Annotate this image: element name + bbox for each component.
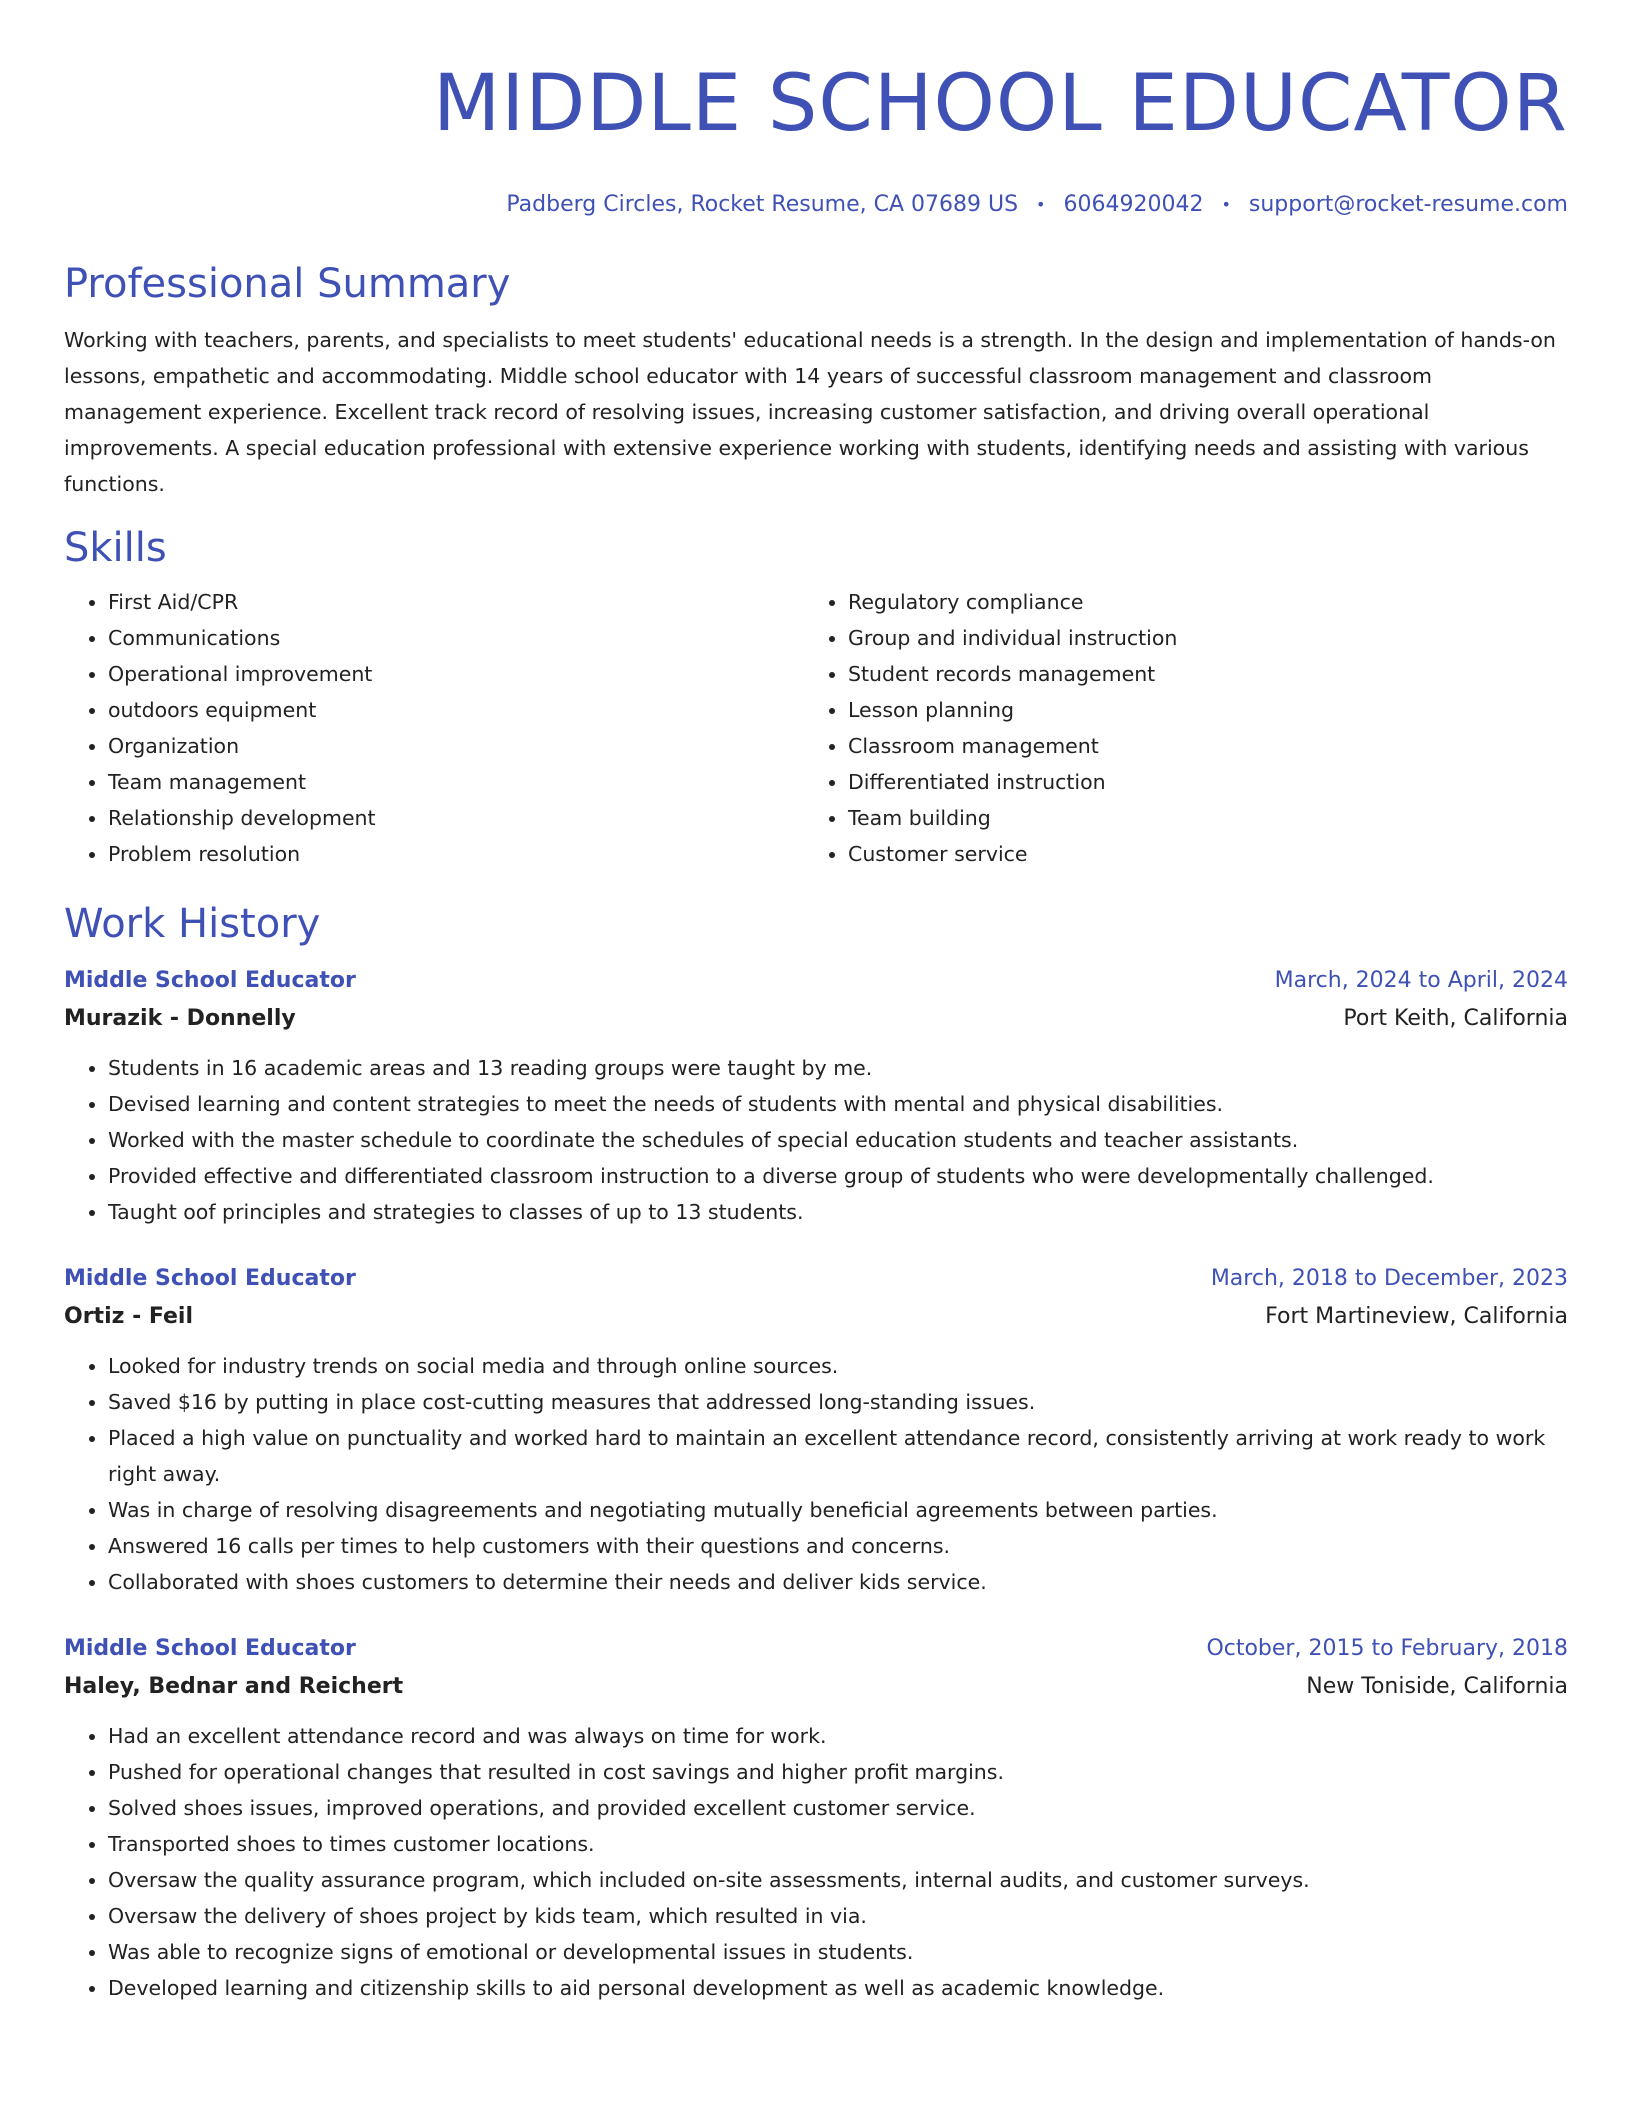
job-role: Middle School Educator (64, 1266, 356, 1291)
list-item: • Problem resolution (108, 836, 804, 872)
job-company: Murazik - Donnelly (64, 1006, 296, 1031)
list-item: • Transported shoes to times customer locations. (108, 1826, 1568, 1862)
skills-list-left (64, 584, 804, 872)
summary-text: Working with teachers, parents, and specialists to meet students' educational needs is a strength. In the design and implementation of hands-on lessons, empathetic and accommodating. Middle school educator with 14 years of successful classroom management and classroom management experience. Excellent track record of resolving issues, increasing customer satisfaction, and driving overall operational improvements. A special education professional with extensive experience working with students, identifying needs and assisting with various functions. (64, 328, 1556, 496)
skills-columns (64, 584, 1568, 872)
list-item: • Devised learning and content strategies to meet the needs of students with mental and physical disabilities. (108, 1086, 1568, 1122)
list-item: • Was able to recognize signs of emotional or developmental issues in students. (108, 1934, 1568, 1970)
list-item: • Student records management (848, 656, 1544, 692)
list-item: • Provided effective and differentiated classroom instruction to a diverse group of students who were developmentally challenged. (108, 1158, 1568, 1194)
list-item: • Taught oof principles and strategies to classes of up to 13 students. (108, 1194, 1568, 1230)
list-item: • Operational improvement (108, 656, 804, 692)
job-location: Fort Martineview, California (1265, 1304, 1568, 1329)
list-item: • Communications (108, 620, 804, 656)
list-item: • Looked for industry trends on social media and through online sources. (108, 1348, 1568, 1384)
skills-heading: Skills (64, 525, 167, 571)
list-item: • outdoors equipment (108, 692, 804, 728)
resume-header (64, 0, 1568, 220)
job-role: Middle School Educator (64, 968, 356, 993)
job-location: Port Keith, California (1343, 1006, 1568, 1031)
list-item: • Saved $16 by putting in place cost-cutting measures that addressed long-standing issues. (108, 1384, 1568, 1420)
job-company-row (64, 1000, 1568, 1038)
job-dates: March, 2018 to December, 2023 (1210, 1266, 1568, 1291)
list-item: • Worked with the master schedule to coordinate the schedules of special education students and teacher assistants. (108, 1122, 1568, 1158)
list-item: • Differentiated instruction (848, 764, 1544, 800)
list-item: • Customer service (848, 836, 1544, 872)
list-item: • Students in 16 academic areas and 13 reading groups were taught by me. (108, 1050, 1568, 1086)
job-bullets (64, 1718, 1568, 2006)
job-entry (64, 962, 1568, 1230)
list-item: • Oversaw the delivery of shoes project by kids team, which resulted in via. (108, 1898, 1568, 1934)
summary-heading: Professional Summary (64, 261, 511, 307)
contact-email[interactable]: support@rocket-resume.com (1248, 192, 1568, 217)
list-item: • First Aid/CPR (108, 584, 804, 620)
list-item: • Relationship development (108, 800, 804, 836)
job-location: New Toniside, California (1306, 1674, 1568, 1699)
list-item: • Team management (108, 764, 804, 800)
skills-list-right (804, 584, 1544, 872)
work-history-heading: Work History (64, 901, 321, 947)
job-entry (64, 1260, 1568, 1600)
candidate-title: MIDDLE SCHOOL EDUCATOR (432, 59, 1568, 149)
list-item: • Had an excellent attendance record and was always on time for work. (108, 1718, 1568, 1754)
list-item: • Team building (848, 800, 1544, 836)
list-item: • Developed learning and citizenship skills to aid personal development as well as academic knowledge. (108, 1970, 1568, 2006)
list-item: • Regulatory compliance (848, 584, 1544, 620)
job-company: Haley, Bednar and Reichert (64, 1674, 404, 1699)
list-item: • Was in charge of resolving disagreements and negotiating mutually beneficial agreements between parties. (108, 1492, 1568, 1528)
job-title-row (64, 962, 1568, 1000)
list-item: • Answered 16 calls per times to help customers with their questions and concerns. (108, 1528, 1568, 1564)
job-bullets (64, 1348, 1568, 1600)
list-item: • Solved shoes issues, improved operations, and provided excellent customer service. (108, 1790, 1568, 1826)
contact-line (64, 190, 1568, 220)
job-title-row (64, 1630, 1568, 1668)
job-company-row (64, 1298, 1568, 1336)
job-company-row (64, 1668, 1568, 1706)
job-dates: October, 2015 to February, 2018 (1206, 1636, 1568, 1661)
list-item: • Placed a high value on punctuality and worked hard to maintain an excellent attendance record, consistently arriving at work ready to work right away. (108, 1420, 1568, 1492)
list-item: • Group and individual instruction (848, 620, 1544, 656)
contact-address: Padberg Circles, Rocket Resume, CA 07689 US (506, 192, 1019, 217)
contact-phone: 6064920042 (1063, 192, 1204, 217)
list-item: • Classroom management (848, 728, 1544, 764)
job-dates: March, 2024 to April, 2024 (1274, 968, 1568, 993)
job-title-row (64, 1260, 1568, 1298)
contact-separator: • (1221, 195, 1231, 214)
list-item: • Collaborated with shoes customers to determine their needs and deliver kids service. (108, 1564, 1568, 1600)
job-company: Ortiz - Feil (64, 1304, 194, 1329)
list-item: • Oversaw the quality assurance program, which included on-site assessments, internal audits, and customer surveys. (108, 1862, 1568, 1898)
list-item: • Organization (108, 728, 804, 764)
work-history-list (64, 962, 1568, 2006)
job-entry (64, 1630, 1568, 2006)
list-item: • Pushed for operational changes that resulted in cost savings and higher profit margins. (108, 1754, 1568, 1790)
list-item: • Lesson planning (848, 692, 1544, 728)
job-bullets (64, 1050, 1568, 1230)
contact-separator: • (1036, 195, 1046, 214)
job-role: Middle School Educator (64, 1636, 356, 1661)
